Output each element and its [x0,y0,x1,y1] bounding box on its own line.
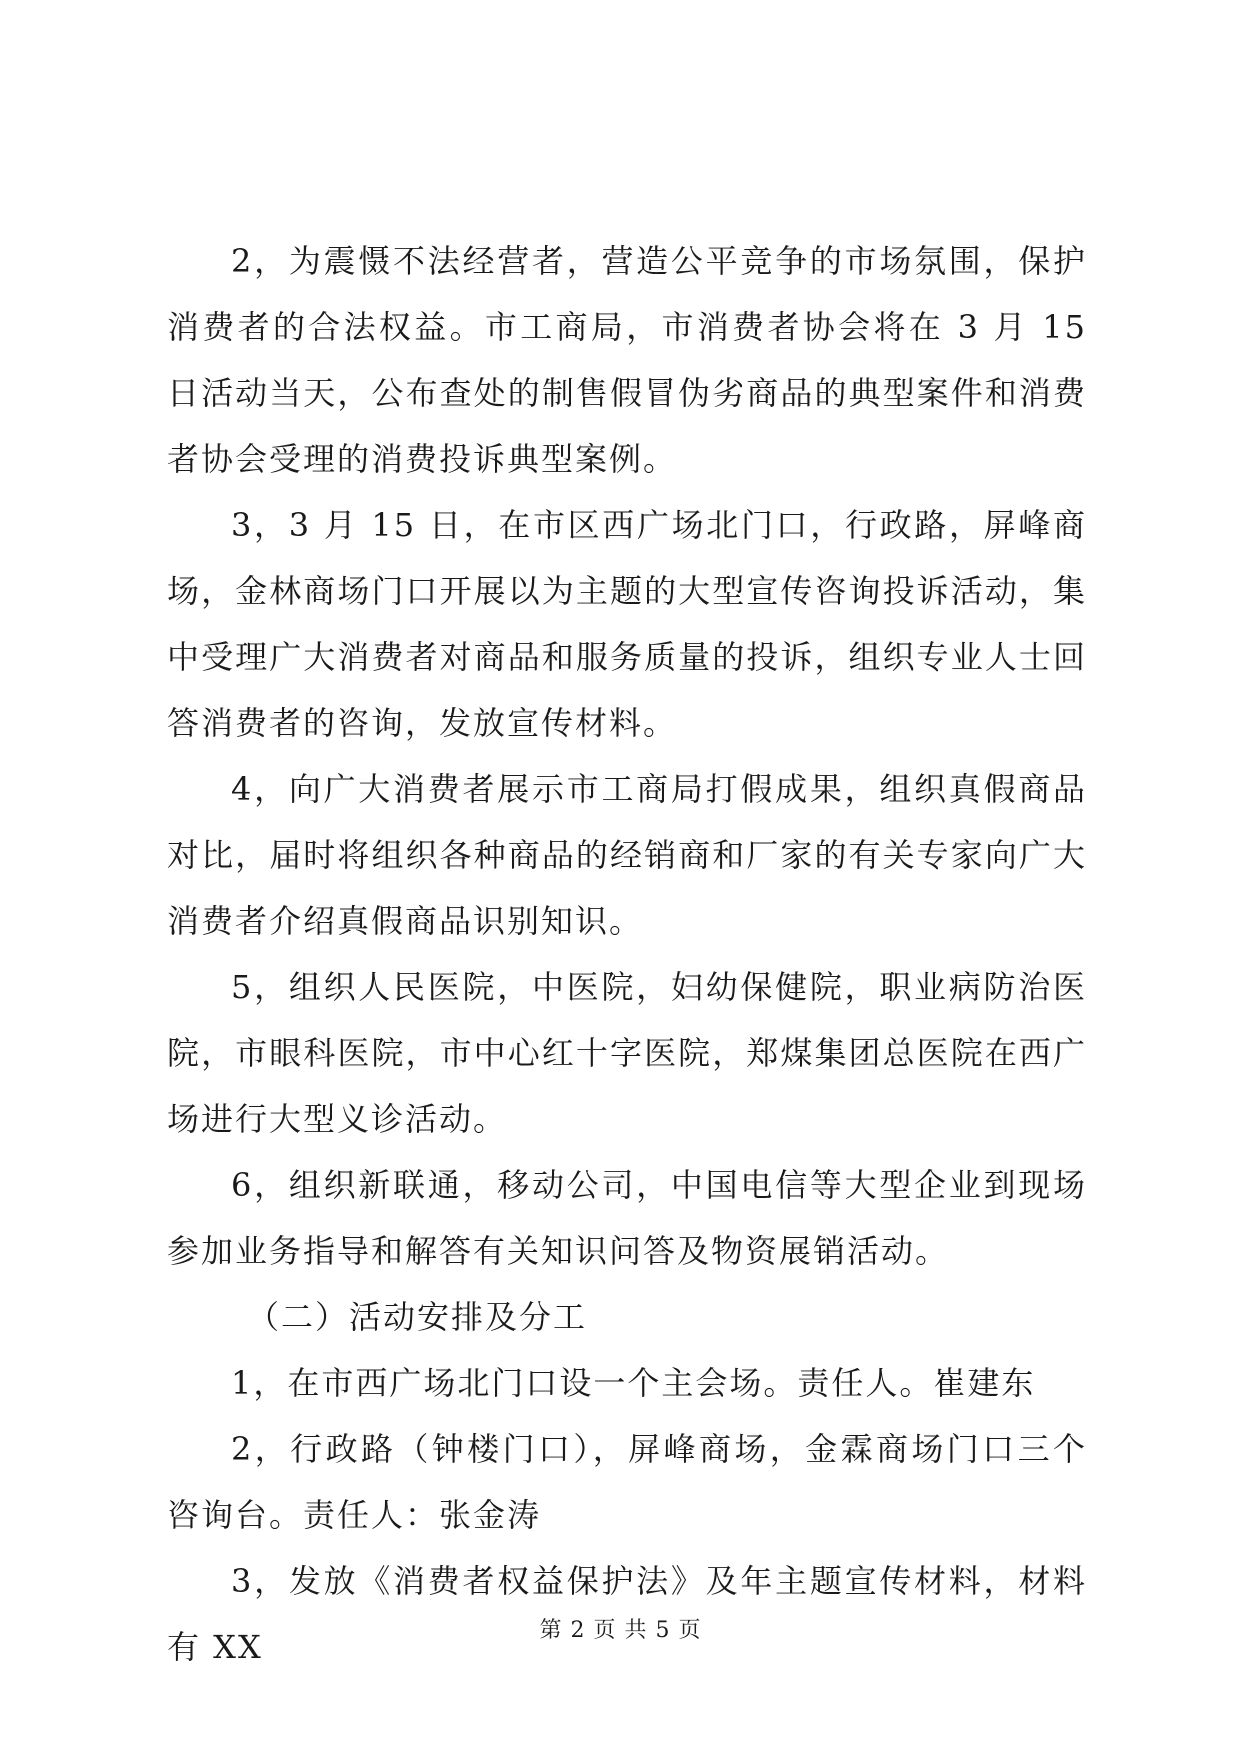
paragraph-item-6-enterprise: 6，组织新联通，移动公司，中国电信等大型企业到现场参加业务指导和解答有关知识问答及物资展销活动。 [167,1166,1087,1270]
paragraph-item-4-showcase: 4，向广大消费者展示市工商局打假成果，组织真假商品对比，届时将组织各种商品的经销商和厂家的有关专家向广大消费者介绍真假商品识别知识。 [167,770,1087,940]
paragraph-item-3-materials: 3，发放《消费者权益保护法》及年主题宣传材料，材料有 XX [167,1562,1087,1666]
paragraph-item-2-desks: 2，行政路（钟楼门口），屏峰商场，金霖商场门口三个咨询台。责任人：张金涛 [167,1430,1087,1534]
section-heading-arrangement: （二）活动安排及分工 [247,1298,588,1336]
document-body [167,228,1087,1680]
paragraph-item-3-consult: 3，3 月 15 日，在市区西广场北门口，行政路，屏峰商场，金林商场门口开展以为主题的大型宣传咨询投诉活动，集中受理广大消费者对商品和服务质量的投诉，组织专业人士回答消费者的咨询，发放宣传材料。 [167,506,1087,742]
page-number-footer: 第 2 页 共 5 页 [539,1618,702,1643]
paragraph-item-1-main-venue: 1，在市西广场北门口设一个主会场。责任人。崔建东 [231,1364,1036,1402]
paragraph-item-5-clinic: 5，组织人民医院，中医院，妇幼保健院，职业病防治医院，市眼科医院，市中心红十字医院，郑煤集团总医院在西广场进行大型义诊活动。 [167,968,1087,1138]
paragraph-item-2-deter: 2，为震慑不法经营者，营造公平竞争的市场氛围，保护消费者的合法权益。市工商局，市消费者协会将在 3 月 15 日活动当天，公布查处的制售假冒伪劣商品的典型案件和消费者协会受理的消费投诉典型案例。 [167,242,1087,478]
